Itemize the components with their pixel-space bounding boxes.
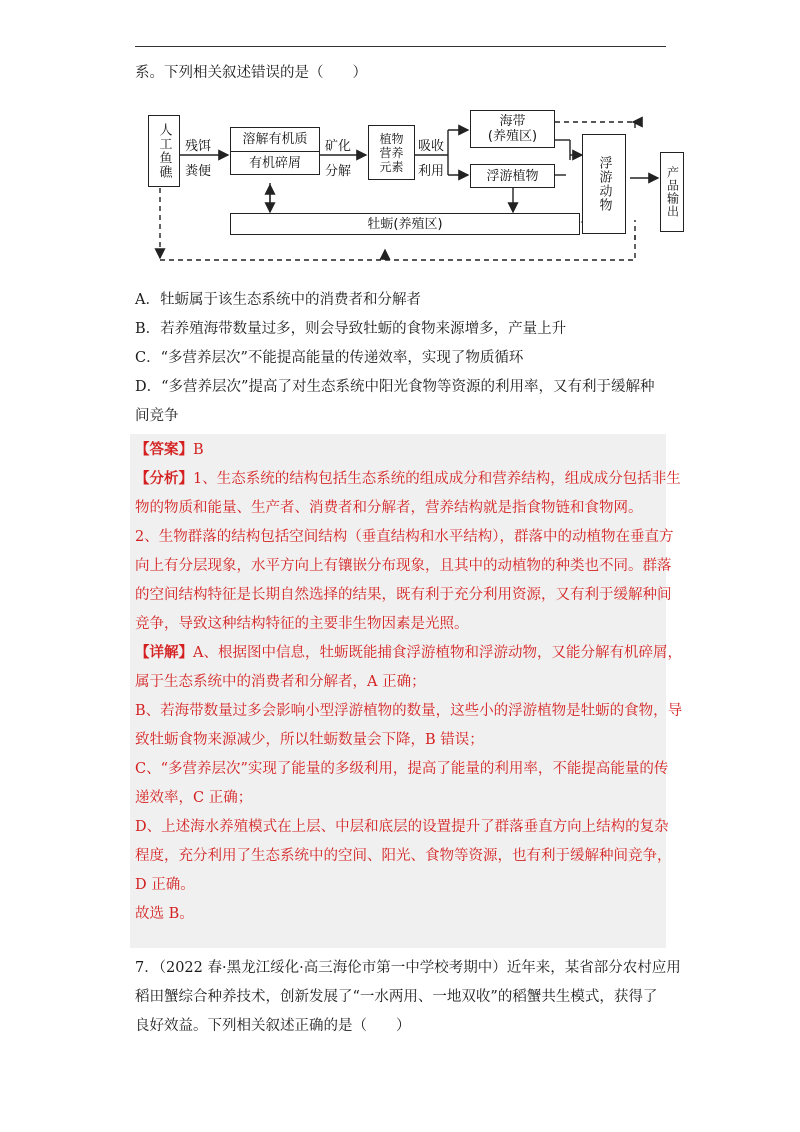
analysis-line-2: 物的物质和能量、生产者、消费者和分解者，营养结构就是指食物链和食物网。 <box>135 500 643 516</box>
residual-bait-label: 残饵 <box>185 139 212 154</box>
question7-line-1: 7．（2022 春·黑龙江绥化·高三海伦市第一中学校考期中）近年来，某省部分农村应用 <box>135 960 681 976</box>
analysis-text-1: 1、生态系统的结构包括生态系统的组成成分和营养结构，组成成分包括非生 <box>193 471 681 487</box>
option-d-cont: 间竞争 <box>135 408 179 424</box>
oyster-box: 牡蛎(养殖区) <box>230 213 580 235</box>
question7-line-3: 良好效益。下列相关叙述正确的是（ ） <box>135 1018 411 1034</box>
answer-tag: 【答案】 <box>135 441 193 458</box>
detail-text-1: A、根据图中信息，牡蛎既能捕食浮游植物和浮游动物，又能分解有机碎屑， <box>193 645 682 661</box>
analysis-line-4: 向上有分层现象，水平方向上有镶嵌分布现象，且其中的动植物的种类也不同。群落 <box>135 558 672 574</box>
fish-cage-box: 人工鱼礁 <box>148 115 180 187</box>
detail-line-9: D 正确。 <box>135 877 195 893</box>
absorb-label: 吸收 <box>418 139 445 154</box>
option-d: D．“多营养层次”提高了对生态系统中阳光食物等资源的利用率，又有利于缓解种 <box>135 379 655 395</box>
analysis-line-5: 的空间结构特征是长期自然选择的结果，既有利于充分利用资源，又有利于缓解种间 <box>135 587 672 603</box>
zooplankton-box: 浮游动物 <box>582 134 626 234</box>
detail-line-2: 属于生态系统中的消费者和分解者，A 正确； <box>135 674 426 690</box>
feces-label: 粪便 <box>185 164 212 179</box>
phytoplankton-box: 浮游植物 <box>470 164 555 188</box>
question-intro: 系。下列相关叙述错误的是（ ） <box>135 65 367 81</box>
question7-line-2: 稻田蟹综合种养技术，创新发展了“一水两用、一地双收”的稻蟹共生模式，获得了 <box>135 989 658 1005</box>
decompose-label: 分解 <box>325 164 352 179</box>
detail-line-1 <box>135 643 682 663</box>
option-c: C．“多营养层次”不能提高能量的传递效率，实现了物质循环 <box>135 350 524 366</box>
kelp-area-label: (养殖区) <box>487 129 538 144</box>
detail-line-10: 故选 B。 <box>135 906 194 922</box>
analysis-tag: 【分析】 <box>135 470 193 487</box>
header-rule <box>135 46 666 47</box>
option-a: A．牡蛎属于该生态系统中的消费者和分解者 <box>135 292 421 308</box>
plant-nutrients-box: 植物营养元素 <box>368 125 415 180</box>
detail-line-4: 致牡蛎食物来源减少，所以牡蛎数量会下降，B 错误； <box>135 732 484 748</box>
option-b: B．若养殖海带数量过多，则会导致牡蛎的食物来源增多，产量上升 <box>135 321 567 337</box>
detail-line-5: C、“多营养层次”实现了能量的多级利用，提高了能量的利用率，不能提高能量的传 <box>135 761 669 777</box>
product-output-box: 产品输出 <box>660 152 684 232</box>
detail-line-6: 递效率，C 正确； <box>135 790 253 806</box>
mineralize-label: 矿化 <box>325 139 352 154</box>
dissolved-organic-box: 溶解有机质 <box>230 127 320 151</box>
analysis-line-1 <box>135 469 681 489</box>
detail-tag: 【详解】 <box>135 644 193 661</box>
detail-line-3: B、若海带数量过多会影响小型浮游植物的数量，这些小的浮游植物是牡蛎的食物，导 <box>135 703 683 719</box>
analysis-line-3: 2、生物群落的结构包括空间结构（垂直结构和水平结构），群落中的动植物在垂直方 <box>135 529 674 545</box>
kelp-box <box>470 110 555 148</box>
answer-line <box>135 440 204 460</box>
ecosystem-diagram <box>130 100 680 275</box>
utilize-label: 利用 <box>418 164 445 179</box>
analysis-line-6: 竞争，导致这种结构特征的主要非生物因素是光照。 <box>135 616 469 632</box>
answer-value: B <box>193 442 204 458</box>
kelp-label: 海带 <box>499 114 526 129</box>
organic-debris-box: 有机碎屑 <box>230 151 320 175</box>
detail-line-7: D、上述海水养殖模式在上层、中层和底层的设置提升了群落垂直方向上结构的复杂 <box>135 819 669 835</box>
detail-line-8: 程度，充分利用了生态系统中的空间、阳光、食物等资源，也有利于缓解种间竞争， <box>135 848 672 864</box>
